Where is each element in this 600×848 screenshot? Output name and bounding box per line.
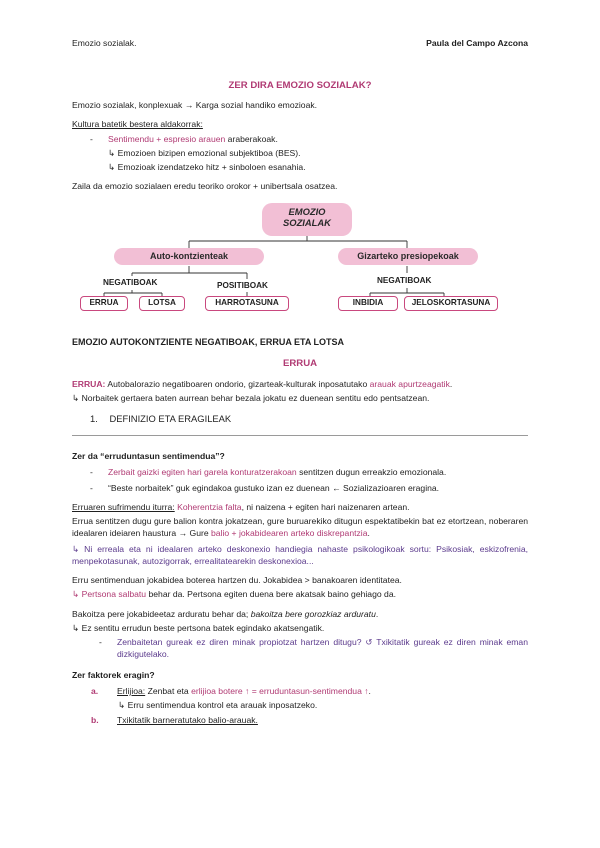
culture-item: [108, 134, 278, 146]
q2-a-end: .: [368, 686, 371, 696]
source-rest: , ni naizena + egiten hari naizenaren artean.: [241, 502, 410, 512]
para1-end: .: [367, 527, 370, 538]
diagram-negatiboak-right: NEGATIBOAK: [377, 276, 432, 285]
q2-b-letter: b.: [91, 715, 99, 725]
para3-end: .: [375, 609, 379, 619]
q2-a-letter: a.: [91, 686, 99, 696]
errua-title: ERRUA: [282, 358, 318, 369]
q2-a-sub: ↳ Erru sentimendua kontrol eta arauak inposatzeko.: [118, 700, 318, 710]
paragraph-1-sub: ↳ Ni erreala eta ni idealaren arteko deskonexio handiegia nahaste psikologikoak sortu: Psikosiak, eskizofrenia, menpekotasunak, autozigorrak, errealitatearekin deskonexioa...: [72, 544, 528, 566]
diagram-inbidia: INBIDIA: [338, 296, 398, 311]
culture-sub-1: ↳ Emozioen bizipen emozional subjektiboa (BES).: [108, 148, 301, 158]
para1-highlight: balio + jokabidearen arteko diskrepantzia: [211, 527, 368, 538]
q2-a-line: [117, 686, 371, 698]
para2-sub-highlight: ↳ Pertsona salbatu: [72, 589, 147, 599]
errua-definition: [72, 379, 452, 391]
culture-sub-2: ↳ Emozioak izendatzeko hitz + sinboloen esanahia.: [108, 162, 306, 172]
emotion-diagram: [72, 200, 528, 320]
heading-divider: [72, 435, 528, 436]
model-sentence: Zaila da emozio sozialaen eredu teoriko orokor + unibertsala osatzea.: [72, 181, 338, 191]
heading-definizio: [90, 413, 231, 426]
diagram-positiboak: POSITIBOAK: [217, 281, 268, 290]
paragraph-3: [72, 609, 378, 621]
q2-a-label: Erlijioa:: [117, 686, 146, 696]
q1-item-1-highlight: Zerbait gaizki egiten hari garela konturatzerakoan: [108, 467, 297, 477]
heading-text: DEFINIZIO ETA ERAGILEAK: [109, 413, 232, 424]
heading-number: 1.: [90, 413, 98, 424]
paragraph-1: [72, 516, 528, 539]
section-title: EMOZIO AUTOKONTZIENTE NEGATIBOAK, ERRUA ETA LOTSA: [72, 337, 344, 347]
diagram-right-branch: Gizarteko presiopekoak: [338, 248, 478, 265]
q2-a-text: Zenbat eta: [145, 686, 192, 696]
bullet-dash: -: [90, 134, 93, 144]
paragraph-2-sub: [72, 589, 396, 601]
diagram-root: EMOZIO SOZIALAK: [262, 203, 352, 236]
para2-sub-rest: behar da. Pertsona egiten duena bere akatsak baino gehiago da.: [146, 589, 396, 599]
para1-text: Errua sentitzen dugu gure balion kontra jokatzean, gure buruarekiko ditugun espektatibekin bat ez etortzean, noberaren idealaren ideiaren haustura → Gure: [72, 516, 528, 538]
errua-def-text: Autobalorazio negatiboaren ondorio, gizarteak-kulturak inposatutako: [105, 379, 370, 389]
paragraph-2: Erru sentimenduan jokabidea boterea hartzen du. Jokabidea > banakoaren identitatea.: [72, 575, 402, 585]
source-label: Erruaren sufrimendu iturra:: [72, 502, 175, 512]
q2-b-text: Txikitatik barneratutako balio-arauak.: [117, 715, 258, 725]
q1-item-2: “Beste norbaitek” guk egindakoa gustuko izan ez duenean ← Sozializazioaren eragina.: [108, 483, 440, 493]
culture-item-rest: araberakoak.: [225, 134, 278, 144]
paragraph-3-sub: ↳ Ez sentitu errudun beste pertsona batek egindako akatsengatik.: [72, 623, 325, 633]
errua-def-label: ERRUA:: [72, 379, 106, 389]
errua-def-highlight: arauak apurtzeagatik: [369, 379, 450, 389]
paragraph-3-item: Zenbaitetan gureak ez diren minak propiotzat hartzen ditugu? ↺ Txikitatik gureak ez diren minak eman dizkigutelako.: [117, 637, 528, 659]
header-right: Paula del Campo Azcona: [426, 38, 528, 48]
culture-item-highlight: Sentimendu + espresio arauen: [108, 134, 226, 144]
source-highlight: Koherentzia falta: [174, 502, 242, 512]
question-2: Zer faktorek eragin?: [72, 670, 155, 680]
intro-text: Emozio sozialak, konplexuak → Karga sozial handiko emozioak.: [72, 100, 318, 110]
diagram-harrotasuna: HARROTASUNA: [205, 296, 289, 311]
errua-def-sub: ↳ Norbaitek gertaera baten aurrean behar bezala jokatu ez duenean sentitu edo pentsatzean.: [72, 393, 430, 403]
q2-a-highlight: erlijioa botere ↑ = erruduntasun-sentimendua ↑: [191, 686, 369, 696]
diagram-jeloskortasuna: JELOSKORTASUNA: [404, 296, 498, 311]
diagram-errua: ERRUA: [80, 296, 128, 311]
question-1: Zer da “erruduntasun sentimendua”?: [72, 451, 225, 461]
q1-item-1-rest: sentitzen dugun erreakzio emozionala.: [296, 467, 447, 477]
para3-italic: bakoitza bere gorozkiaz arduratu: [250, 609, 376, 619]
source-line: [72, 502, 410, 514]
diagram-negatiboak-left: NEGATIBOAK: [103, 278, 158, 287]
para3-text: Bakoitza pere jokabideetaz arduratu behar da;: [72, 609, 251, 619]
errua-def-end: .: [449, 379, 453, 389]
culture-heading: Kultura batetik bestera aldakorrak:: [72, 119, 203, 129]
diagram-left-branch: Auto-kontzienteak: [114, 248, 264, 265]
header-left: Emozio sozialak.: [72, 38, 137, 48]
page-title: ZER DIRA EMOZIO SOZIALAK?: [228, 80, 372, 91]
q1-item-1: [108, 467, 446, 479]
diagram-lotsa: LOTSA: [139, 296, 185, 311]
